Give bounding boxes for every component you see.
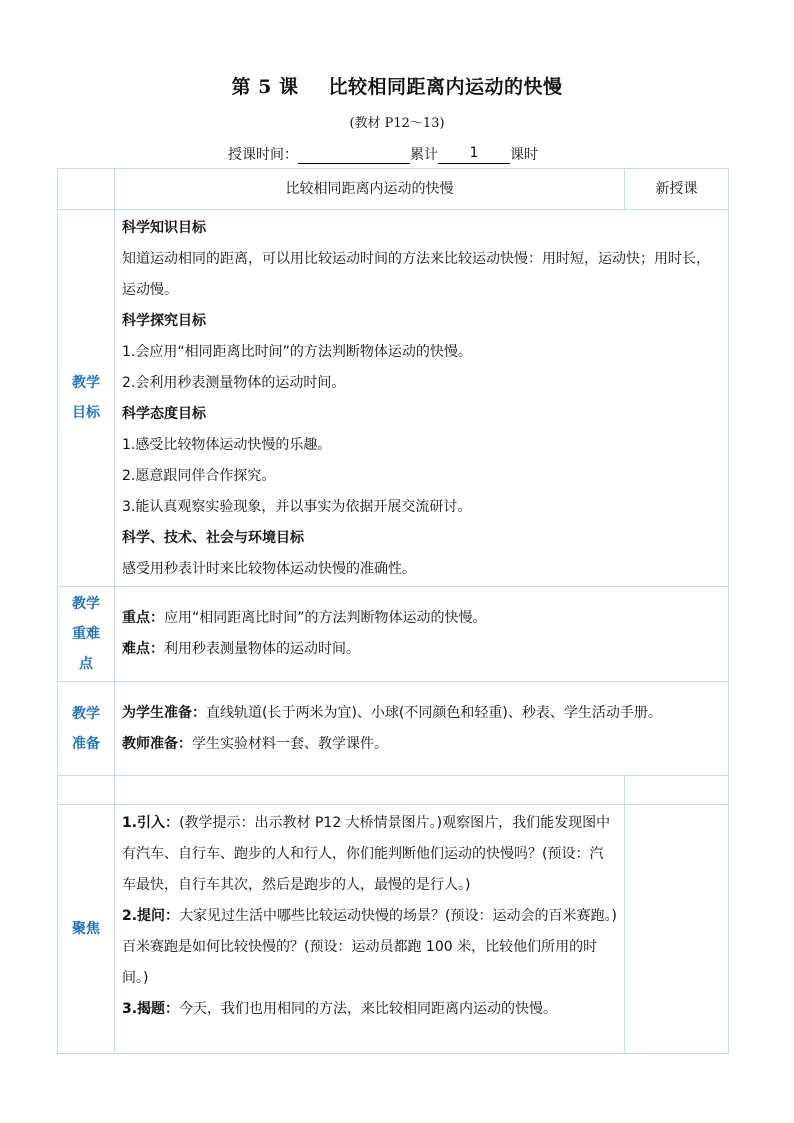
prep-label-line1: 教学 [72, 705, 100, 722]
keys-row [58, 587, 729, 682]
keys-label [58, 587, 115, 682]
sts-text: 感受用秒表计时来比较物体运动快慢的准确性。 [122, 561, 416, 577]
inquiry-item-1: 1.会应用“相同距离比时间”的方法判断物体运动的快慢。 [122, 344, 472, 360]
attitude-title: 科学态度目标 [122, 406, 206, 422]
goals-label-line1: 教学 [72, 375, 100, 391]
keys-label-line3: 点 [79, 656, 93, 672]
prep-content [115, 682, 729, 776]
attitude-item-1: 1.感受比较物体运动快慢的乐趣。 [122, 437, 332, 453]
lesson-name: 比较相同距离内运动的快慢 [328, 76, 563, 98]
total-label: 累计 [410, 147, 438, 163]
keys-label-line2: 重难 [72, 626, 100, 642]
inquiry-title: 科学探究目标 [122, 313, 206, 329]
time-label: 授课时间： [228, 147, 298, 163]
key-point [122, 603, 721, 634]
topic-row-blank [58, 169, 115, 210]
student-prep-text: 直线轨道(长于两米为宜)、小球(不同颜色和轻重)、秒表、学生活动手册。 [206, 704, 662, 721]
goals-row [58, 210, 729, 587]
lesson-type-cell: 新授课 [625, 169, 729, 210]
focus-side-cell [625, 805, 729, 1054]
keys-content [115, 587, 729, 682]
lesson-title [0, 72, 794, 99]
student-prep-label: 为学生准备： [122, 704, 206, 721]
teacher-prep-text: 学生实验材料一套、教学课件。 [192, 735, 388, 752]
focus-intro-label: 1.引入： [122, 815, 180, 831]
focus-question-text: 大家见过生活中哪些比较运动快慢的场景？(预设：运动会的百米赛跑。)百米赛跑是如何比较快慢的？(预设：运动员都跑 100 米，比较他们所用的时间。) [122, 908, 617, 986]
goals-label-line2: 目标 [72, 405, 100, 421]
focus-intro-text: (教学提示：出示教材 P12 大桥情景图片。)观察图片，我们能发现图中有汽车、自行车、跑步的人和行人，你们能判断他们运动的快慢吗？(预设：汽车最快，自行车其次，然后是跑步的人，最慢的是行人。) [122, 815, 611, 893]
goals-label [58, 210, 115, 587]
blank-cell-1 [58, 776, 115, 805]
focus-content [115, 805, 625, 1054]
focus-reveal [122, 994, 617, 1025]
lesson-plan-table [57, 168, 729, 1054]
inquiry-item-2: 2.会利用秒表测量物体的运动时间。 [122, 375, 346, 391]
prep-label-line2: 准备 [72, 735, 100, 752]
focus-reveal-text: 今天，我们也用相同的方法，来比较相同距离内运动的快慢。 [179, 1001, 558, 1017]
student-prep [122, 698, 721, 729]
focus-question-label: 2.提问： [122, 908, 180, 924]
focus-intro [122, 808, 617, 901]
blank-cell-2 [115, 776, 625, 805]
time-blank [298, 145, 410, 164]
key-point-text: 应用“相同距离比时间”的方法判断物体运动的快慢。 [164, 610, 487, 626]
teacher-prep [122, 729, 721, 760]
difficult-point-text: 利用秒表测量物体的运动时间。 [164, 641, 360, 657]
schedule-line [228, 144, 538, 164]
keys-label-line1: 教学 [72, 596, 100, 612]
key-point-label: 重点： [122, 610, 164, 626]
difficult-point-label: 难点： [122, 641, 164, 657]
focus-row [58, 805, 729, 1054]
topic-cell: 比较相同距离内运动的快慢 [115, 169, 625, 210]
material-reference: (教材 P12～13) [349, 116, 445, 131]
prep-row [58, 682, 729, 776]
focus-question [122, 901, 617, 994]
blank-row [58, 776, 729, 805]
sts-title: 科学、技术、社会与环境目标 [122, 530, 304, 546]
prep-label [58, 682, 115, 776]
focus-label: 聚焦 [58, 805, 115, 1054]
topic-row [58, 169, 729, 210]
total-value: 1 [438, 145, 510, 164]
unit-label: 课时 [510, 147, 538, 163]
attitude-item-3: 3.能认真观察实验现象，并以事实为依据开展交流研讨。 [122, 499, 472, 515]
attitude-item-2: 2.愿意跟同伴合作探究。 [122, 468, 276, 484]
goals-content [115, 210, 729, 587]
knowledge-title: 科学知识目标 [122, 220, 206, 236]
blank-cell-3 [625, 776, 729, 805]
lesson-number: 第 5 课 [231, 76, 299, 98]
teacher-prep-label: 教师准备： [122, 735, 192, 752]
difficult-point [122, 634, 721, 665]
knowledge-text: 知道运动相同的距离，可以用比较运动时间的方法来比较运动快慢：用时短，运动快；用时长，运动慢。 [122, 251, 710, 298]
focus-reveal-label: 3.揭题： [122, 1001, 180, 1017]
